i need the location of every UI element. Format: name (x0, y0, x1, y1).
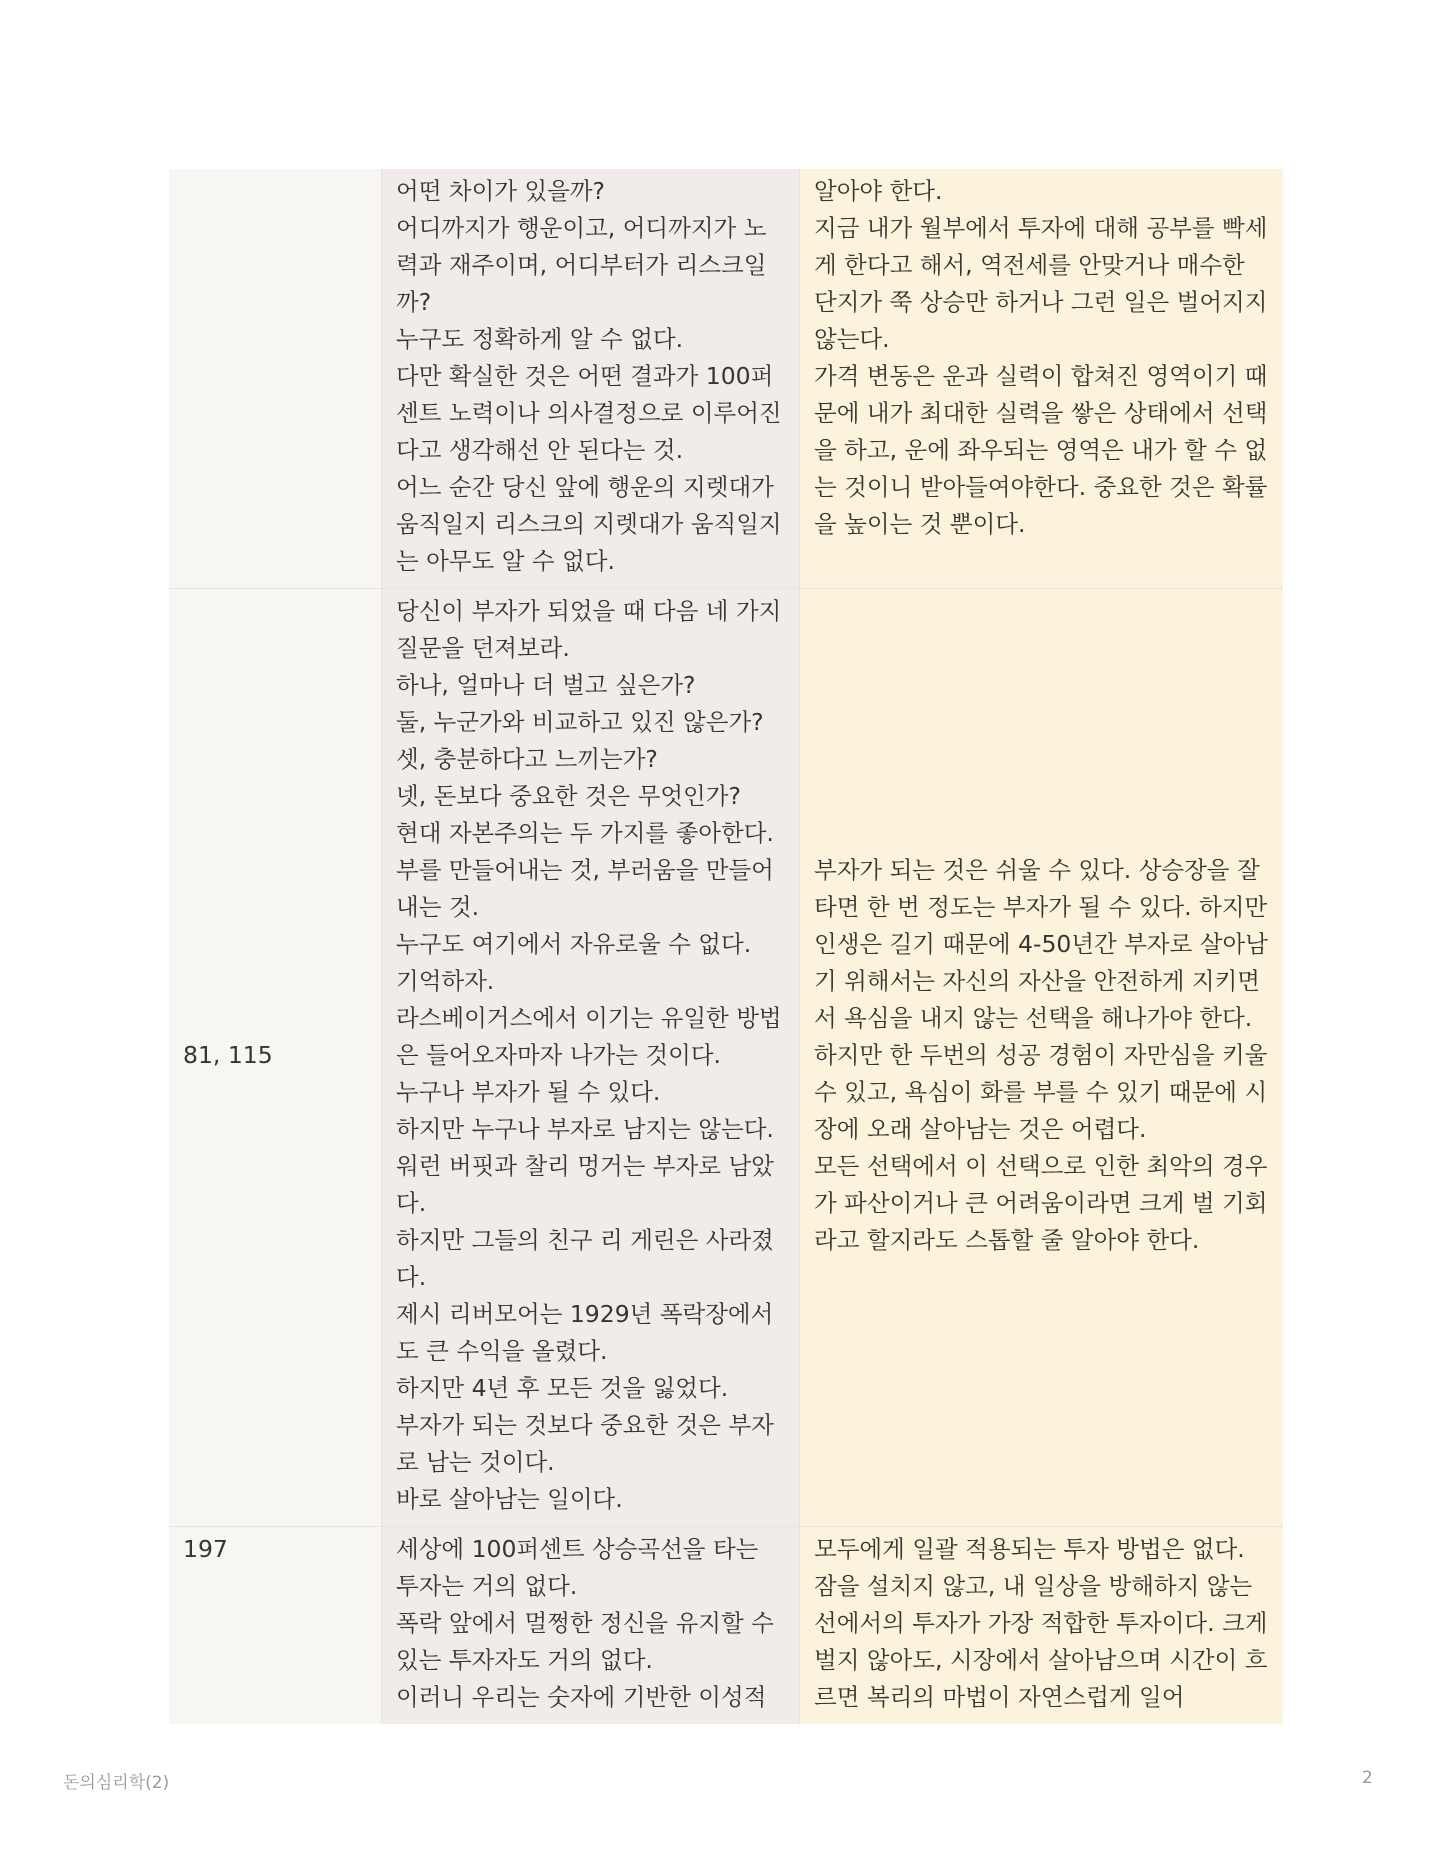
quote-line: 제시 리버모어는 1929년 폭락장에서도 큰 수익을 올렸다. (396, 1300, 774, 1365)
note-cell (800, 589, 1284, 1527)
quote-line: 어디까지가 행운이고, 어디까지가 노력과 재주이며, 어디부터가 리스크일까? (396, 214, 767, 316)
quote-line: 어느 순간 당신 앞에 행운의 지렛대가 움직일지 리스크의 지렛대가 움직일지는 아무도 알 수 없다. (396, 473, 782, 575)
page-ref-cell: 81, 115 (169, 589, 382, 1527)
quote-line: 이러니 우리는 숫자에 기반한 이성적 (396, 1683, 767, 1711)
quote-line: 라스베이거스에서 이기는 유일한 방법은 들어오자마자 나가는 것이다. (396, 1004, 782, 1069)
quote-line: 워런 버핏과 찰리 멍거는 부자로 남았다. (396, 1152, 774, 1217)
footer-document-title: 돈의심리학(2) (63, 1773, 170, 1793)
quote-line: 둘, 누군가와 비교하고 있진 않은가? (396, 708, 764, 736)
note-line: 지금 내가 월부에서 투자에 대해 공부를 빡세게 한다고 해서, 역전세를 안맞거나 매수한 단지가 쭉 상승만 하거나 그런 일은 벌어지지 않는다. (814, 214, 1268, 353)
quote-line: 하지만 누구나 부자로 남지는 않는다. (396, 1115, 774, 1143)
page-ref-cell: 197 (169, 1527, 382, 1725)
quote-line: 하지만 그들의 친구 리 게린은 사라졌다. (396, 1226, 774, 1291)
note-line: 모든 선택에서 이 선택으로 인한 최악의 경우가 파산이거나 큰 어려움이라면 크게 벌 기회라고 할지라도 스톱할 줄 알아야 한다. (814, 1152, 1268, 1254)
notes-table (169, 169, 1283, 1724)
quote-line: 폭락 앞에서 멀쩡한 정신을 유지할 수 있는 투자자도 거의 없다. (396, 1609, 774, 1674)
quote-cell (382, 1527, 800, 1725)
note-cell (800, 1527, 1284, 1725)
quote-line: 누구나 부자가 될 수 있다. (396, 1078, 661, 1106)
quote-line: 누구도 여기에서 자유로울 수 없다. (396, 930, 752, 958)
quote-line: 셋, 충분하다고 느끼는가? (396, 745, 658, 773)
note-line: 부자가 되는 것은 쉬울 수 있다. 상승장을 잘 타면 한 번 정도는 부자가 될 수 있다. 하지만 인생은 길기 때문에 4-50년간 부자로 살아남기 위해서는 자신의 자산을 안전하게 지키면서 욕심을 내지 않는 선택을 해나가야 한다. 하지만 한 두번의 성공 경험이 자만심을 키울 수 있고, 욕심이 화를 부를 수 있기 때문에 시장에 오래 살아남는 것은 어렵다. (814, 856, 1268, 1143)
quote-cell (382, 589, 800, 1527)
page-ref-cell (169, 169, 382, 589)
quote-cell (382, 169, 800, 589)
quote-line: 부자가 되는 것보다 중요한 것은 부자로 남는 것이다. (396, 1411, 774, 1476)
quote-line: 넷, 돈보다 중요한 것은 무엇인가? (396, 782, 741, 810)
note-line: 모두에게 일괄 적용되는 투자 방법은 없다. 잠을 설치지 않고, 내 일상을 방해하지 않는 선에서의 투자가 가장 적합한 투자이다. 크게 벌지 않아도, 시장에서 살아남으며 시간이 흐르면 복리의 마법이 자연스럽게 일어 (814, 1535, 1268, 1711)
quote-line: 다만 확실한 것은 어떤 결과가 100퍼센트 노력이나 의사결정으로 이루어진다고 생각해선 안 된다는 것. (396, 362, 782, 464)
note-line: 가격 변동은 운과 실력이 합쳐진 영역이기 때문에 내가 최대한 실력을 쌓은 상태에서 선택을 하고, 운에 좌우되는 영역은 내가 할 수 없는 것이니 받아들여야한다. 중요한 것은 확률을 높이는 것 뿐이다. (814, 362, 1268, 538)
quote-line: 기억하자. (396, 967, 495, 995)
quote-line: 현대 자본주의는 두 가지를 좋아한다. 부를 만들어내는 것, 부러움을 만들어내는 것. (396, 819, 774, 921)
quote-line: 어떤 차이가 있을까? (396, 177, 606, 205)
note-line: 알아야 한다. (814, 177, 943, 205)
quote-line: 당신이 부자가 되었을 때 다음 네 가지 질문을 던져보라. (396, 597, 782, 662)
quote-line: 바로 살아남는 일이다. (396, 1485, 623, 1513)
footer-page-number: 2 (1362, 1768, 1373, 1788)
quote-line: 누구도 정확하게 알 수 없다. (396, 325, 684, 353)
quote-line: 세상에 100퍼센트 상승곡선을 타는 투자는 거의 없다. (396, 1535, 759, 1600)
table-row (169, 1527, 1283, 1725)
table-row (169, 589, 1283, 1527)
note-cell (800, 169, 1284, 589)
table-row (169, 169, 1283, 589)
quote-line: 하나, 얼마나 더 벌고 싶은가? (396, 671, 696, 699)
quote-line: 하지만 4년 후 모든 것을 잃었다. (396, 1374, 729, 1402)
